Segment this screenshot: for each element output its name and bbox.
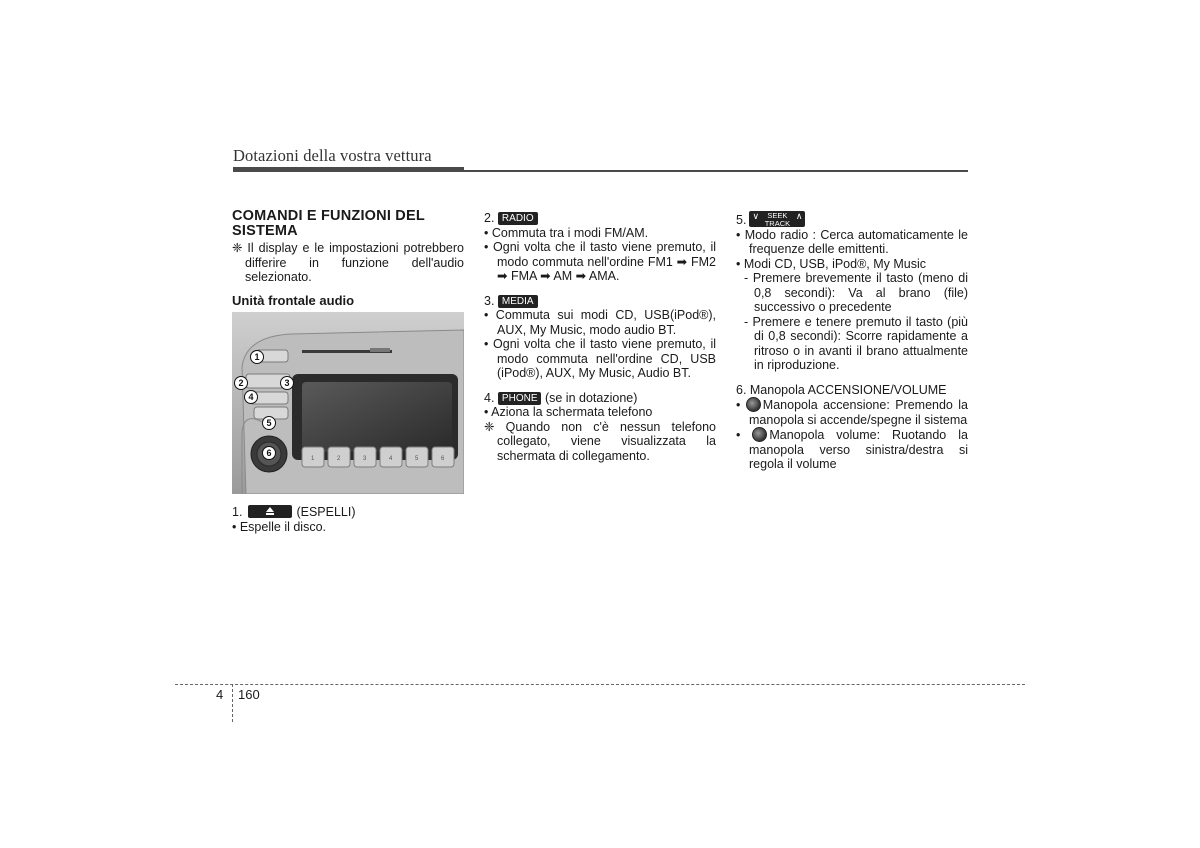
- section-heading: COMANDI E FUNZIONI DEL SISTEMA: [232, 208, 425, 239]
- item-6-bullet-2-mark: •: [736, 428, 741, 442]
- item-5-bullet-2: • Modi CD, USB, iPod®, My Music: [736, 256, 927, 271]
- item-3-bullet-1: • Commuta sui modi CD, USB(iPod®), AUX, My Music, modo audio BT.: [484, 308, 716, 337]
- page-number: 160: [238, 687, 260, 702]
- item-2-bullet-2: • Ogni volta che il tasto viene premuto, il modo commuta nell'ordine FM1 ➡ FM2 ➡ FMA ➡ AM ➡ AMA.: [484, 240, 716, 283]
- callout-3: 3: [280, 376, 294, 390]
- column-2: [484, 211, 716, 463]
- column-3: [736, 211, 968, 472]
- item-4-number: 4.: [484, 390, 495, 405]
- item-3-number: 3.: [484, 293, 495, 308]
- audio-head-unit-photo: [232, 312, 464, 494]
- svg-text:4: 4: [389, 456, 393, 462]
- svg-text:2: 2: [337, 456, 341, 462]
- header-rule-thin: [464, 170, 968, 172]
- item-6-bullet-1: Manopola accensione: Premendo la manopola si accende/spegne il sistema: [749, 398, 968, 427]
- item-6-bullet-1-mark: •: [736, 398, 741, 412]
- chevron-down-icon: ∨: [752, 211, 760, 221]
- radio-button-badge: RADIO: [498, 212, 538, 225]
- power-knob-icon: [746, 397, 761, 412]
- page-header-title: Dotazioni della vostra vettura: [233, 146, 432, 165]
- item-5-number: 5.: [736, 213, 747, 227]
- chapter-number: 4: [216, 687, 224, 702]
- header-rule-dark: [233, 167, 464, 172]
- callout-1: 1: [250, 350, 264, 364]
- callout-6: 6: [262, 446, 276, 460]
- item-4-suffix: (se in dotazione): [544, 390, 638, 405]
- item-4-note: ❈ Quando non c'è nessun telefono collegato, viene visualizzata la schermata di collegamento.: [484, 419, 716, 463]
- item-6-title: 6. Manopola ACCENSIONE/VOLUME: [736, 382, 947, 397]
- seek-label: SEEK: [767, 211, 788, 220]
- svg-text:5: 5: [415, 456, 419, 462]
- callout-5: 5: [262, 416, 276, 430]
- callout-2: 2: [234, 376, 248, 390]
- svg-text:6: 6: [441, 456, 445, 462]
- column-1: [232, 209, 464, 308]
- chevron-up-icon: ∧: [795, 211, 803, 221]
- item-4-bullet-1: • Aziona la schermata telefono: [484, 405, 653, 419]
- item-2-bullet-1: • Commuta tra i modi FM/AM.: [484, 225, 649, 240]
- phone-button-badge: PHONE: [498, 392, 542, 405]
- item-2-number: 2.: [484, 211, 495, 225]
- svg-text:1: 1: [311, 456, 315, 462]
- seek-track-button-badge: [749, 211, 805, 227]
- volume-knob-icon: [752, 427, 767, 442]
- item-5-dash-2: - Premere e tenere premuto il tasto (più di 0,8 secondi): Scorre rapidamente a ritroso o in avanti il brano attualmente in riproduzione.: [744, 314, 968, 372]
- item-1-bullet: • Espelle il disco.: [232, 519, 327, 534]
- svg-text:3: 3: [363, 456, 367, 462]
- footer-dashed-line: [175, 684, 1025, 685]
- eject-icon: [248, 505, 292, 518]
- item-1-label: (ESPELLI): [296, 505, 356, 519]
- item-3-bullet-2: • Ogni volta che il tasto viene premuto, il modo commuta nell'ordine CD, USB (iPod®), AUX, My Music, Audio BT.: [484, 337, 716, 380]
- item-1-number: 1.: [232, 505, 243, 519]
- item-6-bullet-2: Manopola volume: Ruotando la manopola verso sinistra/destra si regola il volume: [749, 428, 968, 471]
- track-label: TRACK: [764, 218, 791, 228]
- footer-dashed-divider: [232, 684, 233, 722]
- subheading-front-unit: Unità frontale audio: [232, 292, 355, 308]
- callout-4: 4: [244, 390, 258, 404]
- item-1-block: [232, 505, 464, 534]
- head-unit-illustration: [232, 312, 464, 494]
- item-5-dash-1: - Premere brevemente il tasto (meno di 0,8 secondi): Va al brano (file) successivo o precedente: [744, 271, 968, 314]
- item-5-bullet-1: • Modo radio : Cerca automaticamente le frequenze delle emittenti.: [736, 227, 968, 256]
- media-button-badge: MEDIA: [498, 295, 538, 308]
- display-note: ❈ Il display e le impostazioni potrebbero differire in funzione dell'audio selezionato.: [232, 241, 464, 284]
